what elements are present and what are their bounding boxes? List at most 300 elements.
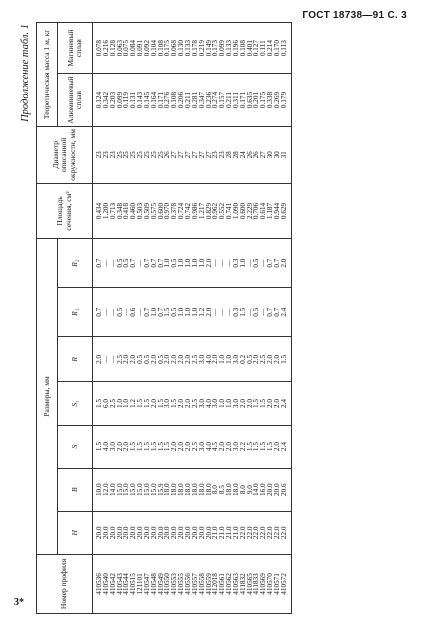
cell-s1: 1.2 [130, 382, 137, 425]
cell-s1: 2.0 [185, 382, 192, 425]
cell-profile: 410543 [117, 554, 124, 613]
cell-r2: — [260, 239, 267, 288]
table-row [178, 23, 185, 614]
cell-b: 15.0 [151, 468, 158, 511]
cell-magnesium: 0.178 [192, 23, 199, 74]
cell-r: 0.5 [137, 337, 144, 382]
cell-magnesium: 0.133 [185, 23, 192, 74]
cell-r1: 1.5 [240, 288, 247, 337]
cell-b: 20.6 [281, 468, 291, 511]
cell-diameter: 23 [103, 126, 110, 183]
cell-r1: 0.5 [253, 288, 260, 337]
cell-profile: 410555 [178, 554, 185, 613]
cell-r1: 1.0 [185, 288, 192, 337]
cell-r: 0.5 [158, 337, 165, 382]
cell-s1: 3.0 [233, 382, 240, 425]
cell-r: 2.0 [151, 337, 158, 382]
cell-aluminum: 0.179 [281, 74, 291, 127]
cell-profile: 410572 [281, 554, 291, 613]
cell-diameter: 27 [199, 126, 206, 183]
cell-h: 21.0 [212, 511, 219, 554]
cell-aluminum: 0.164 [151, 74, 158, 127]
cell-r1: 2.4 [281, 288, 291, 337]
cell-r1: 1.2 [199, 288, 206, 337]
cell-magnesium: 0.149 [206, 23, 213, 74]
cell-magnesium: 0.133 [226, 23, 233, 74]
cell-diameter: 31 [281, 126, 291, 183]
cell-b: 10.0 [93, 468, 103, 511]
cell-b: 15.0 [123, 468, 130, 511]
cell-profile: 410550 [164, 554, 171, 613]
cell-r1: 0.7 [144, 288, 151, 337]
cell-b: 12.0 [103, 468, 110, 511]
cell-r: 2.5 [117, 337, 124, 382]
cell-aluminum: 0.108 [171, 74, 178, 127]
cell-aluminum: 0.124 [93, 74, 103, 127]
cell-aluminum: 0.131 [130, 74, 137, 127]
cell-r2: — [247, 239, 254, 288]
cell-diameter: 27 [171, 126, 178, 183]
table-row [219, 23, 226, 614]
cell-r2: 1.0 [192, 239, 199, 288]
cell-diameter: 30 [274, 126, 281, 183]
cell-area: 0.460 [130, 183, 137, 238]
cell-aluminum: 0.311 [233, 74, 240, 127]
cell-r1: — [103, 288, 110, 337]
cell-s: 4.0 [206, 425, 213, 468]
cell-b: 15.0 [144, 468, 151, 511]
cell-r1: — [260, 288, 267, 337]
cell-s: 1.5 [247, 425, 254, 468]
cell-profile: 410556 [185, 554, 192, 613]
cell-b: 18.0 [206, 468, 213, 511]
cell-h: 22.0 [253, 511, 260, 554]
cell-r: 2.0 [130, 337, 137, 382]
cell-magnesium: 0.075 [123, 23, 130, 74]
cell-r2: 0.5 [253, 239, 260, 288]
table-row [260, 23, 267, 614]
cell-area: 0.575 [151, 183, 158, 238]
cell-area: 0.962 [212, 183, 219, 238]
cell-r1: 0.7 [158, 288, 165, 337]
cell-h: 20.0 [199, 511, 206, 554]
cell-aluminum: 0.276 [164, 74, 171, 127]
cell-r: 2.0 [164, 337, 171, 382]
cell-r: — [103, 337, 110, 382]
cell-b: 18.0 [178, 468, 185, 511]
cell-s: 2.0 [171, 425, 178, 468]
cell-diameter: 23 [219, 126, 226, 183]
cell-area: 0.970 [164, 183, 171, 238]
cell-profile: 410570 [267, 554, 274, 613]
cell-r: 0.5 [247, 337, 254, 382]
cell-r: 1.0 [219, 337, 226, 382]
table-row [137, 23, 144, 614]
cell-b: 20.0 [274, 468, 281, 511]
cell-diameter: 30 [267, 126, 274, 183]
cell-b: 18.0 [171, 468, 178, 511]
col-aluminum-header: Алюминиевый сплав [58, 74, 93, 127]
cell-aluminum: 0.203 [110, 74, 117, 127]
cell-r1: 1.0 [151, 288, 158, 337]
cell-aluminum: 0.157 [219, 74, 226, 127]
cell-s1: 1.0 [226, 382, 233, 425]
cell-area: 0.986 [192, 183, 199, 238]
cell-s: 1.5 [151, 425, 158, 468]
cell-diameter: 23 [110, 126, 117, 183]
table-body [93, 23, 292, 614]
cell-r: 2.0 [212, 337, 219, 382]
cell-h: 20.0 [185, 511, 192, 554]
table-row [281, 23, 291, 614]
cell-h: 22.0 [267, 511, 274, 554]
cell-s: 1.5 [267, 425, 274, 468]
cell-r2: 0.5 [117, 239, 124, 288]
cell-r: 2.0 [274, 337, 281, 382]
cell-area: 1.090 [233, 183, 240, 238]
cell-s: 1.5 [144, 425, 151, 468]
cell-s: 2.0 [117, 425, 124, 468]
cell-r1: 0.7 [274, 288, 281, 337]
cell-area: 0.829 [206, 183, 213, 238]
cell-magnesium: 0.092 [144, 23, 151, 74]
cell-area: 0.348 [117, 183, 124, 238]
cell-s: 1.5 [158, 425, 165, 468]
cell-aluminum: 0.206 [178, 74, 185, 127]
cell-r2: 0.7 [93, 239, 103, 288]
cell-s1: 2.0 [151, 382, 158, 425]
cell-aluminum: 0.119 [123, 74, 130, 127]
cell-aluminum: 0.342 [103, 74, 110, 127]
table-row [206, 23, 213, 614]
table-row [151, 23, 158, 614]
cell-r: 2.0 [123, 337, 130, 382]
table-row [110, 23, 117, 614]
cell-diameter: 23 [212, 126, 219, 183]
table-row [93, 23, 103, 614]
table-row [233, 23, 240, 614]
cell-area: 0.706 [253, 183, 260, 238]
cell-magnesium: 0.099 [219, 23, 226, 74]
cell-b: 15.0 [130, 468, 137, 511]
cell-s: 3.0 [110, 425, 117, 468]
cell-s1: 2.5 [192, 382, 199, 425]
col-h-header: H [58, 511, 93, 554]
col-s-header: S [58, 425, 93, 468]
cell-h: 22.0 [281, 511, 291, 554]
cell-h: 20.0 [144, 511, 151, 554]
cell-profile: 410540 [103, 554, 110, 613]
col-mass-group-header: Теоретическая масса 1 м, кг [37, 23, 58, 127]
table-row [212, 23, 219, 614]
cell-r1: — [226, 288, 233, 337]
cell-r2: 1.0 [199, 239, 206, 288]
cell-aluminum: 0.211 [185, 74, 192, 127]
cell-s: 2.5 [192, 425, 199, 468]
cell-aluminum: 0.338 [267, 74, 274, 127]
cell-h: 22.0 [260, 511, 267, 554]
cell-b: 14.0 [253, 468, 260, 511]
cell-aluminum: 0.171 [240, 74, 247, 127]
table-row [267, 23, 274, 614]
table-row [144, 23, 151, 614]
cell-diameter: 27 [178, 126, 185, 183]
cell-profile: 410563 [233, 554, 240, 613]
cell-s: 2.0 [178, 425, 185, 468]
cell-r2: — [137, 239, 144, 288]
cell-area: 0.713 [110, 183, 117, 238]
cell-s: 1.5 [130, 425, 137, 468]
cell-r1: 0.6 [130, 288, 137, 337]
cell-magnesium: 0.068 [171, 23, 178, 74]
cell-s1: 2.0 [240, 382, 247, 425]
cell-s1: 1.5 [260, 382, 267, 425]
cell-area: 0.741 [226, 183, 233, 238]
cell-r: 1.0 [226, 337, 233, 382]
cell-magnesium: 0.113 [281, 23, 291, 74]
cell-r2: 1.0 [164, 239, 171, 288]
table-row [103, 23, 110, 614]
cell-magnesium: 0.170 [274, 23, 281, 74]
cell-area: 0.944 [274, 183, 281, 238]
cell-r2: 1.0 [240, 239, 247, 288]
cell-aluminum: 0.175 [260, 74, 267, 127]
cell-b: 18.0 [199, 468, 206, 511]
cell-s: 2.0 [185, 425, 192, 468]
table-row [240, 23, 247, 614]
col-sizes-group-header: Размеры, мм [37, 239, 58, 555]
cell-r1: — [219, 288, 226, 337]
cell-diameter: 25 [158, 126, 165, 183]
cell-aluminum: 0.145 [144, 74, 151, 127]
cell-s1: 2.0 [178, 382, 185, 425]
cell-h: 21.0 [233, 511, 240, 554]
cell-area: 0.724 [178, 183, 185, 238]
cell-b: 8.0 [212, 468, 219, 511]
cell-aluminum: 0.099 [117, 74, 124, 127]
cell-r: 4.0 [206, 337, 213, 382]
cell-profile: 410547 [144, 554, 151, 613]
cell-h: 22.0 [247, 511, 254, 554]
col-magnesium-header: Магниевый сплав [58, 23, 93, 74]
cell-magnesium: 0.214 [267, 23, 274, 74]
cell-profile: 410558 [199, 554, 206, 613]
cell-area: 0.600 [158, 183, 165, 238]
table-row [171, 23, 178, 614]
cell-profile: 410565 [247, 554, 254, 613]
cell-s1: 1.5 [93, 382, 103, 425]
cell-h: 20.0 [192, 511, 199, 554]
cell-h: 21.0 [219, 511, 226, 554]
cell-profile: 410557 [192, 554, 199, 613]
cell-diameter: 27 [185, 126, 192, 183]
page-mark: 3* [14, 597, 24, 608]
col-profile-header: Номер профиля [37, 554, 93, 613]
cell-h: 20.0 [164, 511, 171, 554]
cell-aluminum: 0.281 [192, 74, 199, 127]
cell-s: 2.0 [226, 425, 233, 468]
continuation-label: Продолжение табл. 1 [20, 24, 31, 122]
cell-aluminum: 0.211 [226, 74, 233, 127]
cell-r1: 0.3 [233, 288, 240, 337]
cell-profile: 411833 [253, 554, 260, 613]
cell-profile: 411832 [240, 554, 247, 613]
cell-diameter: 26 [253, 126, 260, 183]
cell-magnesium: 0.108 [158, 23, 165, 74]
cell-diameter: 26 [247, 126, 254, 183]
cell-area: 0.503 [137, 183, 144, 238]
cell-r: 2.0 [178, 337, 185, 382]
cell-r: 2.0 [185, 337, 192, 382]
cell-s1: 2.5 [110, 382, 117, 425]
cell-h: 22.0 [240, 511, 247, 554]
cell-profile: 410544 [123, 554, 130, 613]
cell-profile: 410548 [151, 554, 158, 613]
cell-magnesium: 0.111 [260, 23, 267, 74]
cell-diameter: 23 [93, 126, 103, 183]
cell-r: 0.2 [240, 337, 247, 382]
cell-h: 20.0 [123, 511, 130, 554]
cell-s: 2.2 [240, 425, 247, 468]
cell-profile: 121101 [137, 554, 144, 613]
cell-magnesium: 0.127 [253, 23, 260, 74]
cell-area: 0.629 [281, 183, 291, 238]
cell-area: 0.742 [185, 183, 192, 238]
cell-s1: 1.5 [171, 382, 178, 425]
cell-r: — [110, 337, 117, 382]
cell-r2: — [212, 239, 219, 288]
cell-r2: 0.5 [123, 239, 130, 288]
cell-s1: 1.0 [219, 382, 226, 425]
cell-r2: 0.7 [274, 239, 281, 288]
cell-diameter: 25 [137, 126, 144, 183]
cell-b: 16.0 [260, 468, 267, 511]
cell-r2: 0.7 [158, 239, 165, 288]
cell-s: 1.5 [93, 425, 103, 468]
cell-s: 1.5 [260, 425, 267, 468]
table-row [253, 23, 260, 614]
cell-r1: 1.5 [164, 288, 171, 337]
cell-b: 18.0 [192, 468, 199, 511]
cell-s1: 2.0 [267, 382, 274, 425]
cell-r: 2.0 [267, 337, 274, 382]
cell-s: 3.0 [233, 425, 240, 468]
cell-b: 15.9 [158, 468, 165, 511]
cell-profile: 410536 [93, 554, 103, 613]
cell-h: 20.0 [130, 511, 137, 554]
cell-diameter: 24 [240, 126, 247, 183]
table-row [117, 23, 124, 614]
cell-profile: 412018 [212, 554, 219, 613]
cell-s1: 1.0 [123, 382, 130, 425]
cell-s1: 2.4 [281, 382, 291, 425]
cell-r1: 0.7 [93, 288, 103, 337]
col-s1-header: S₁ [58, 382, 93, 425]
cell-profile: 410553 [171, 554, 178, 613]
cell-b: 18.0 [233, 468, 240, 511]
cell-b: 20.0 [267, 468, 274, 511]
cell-s1: 3.0 [199, 382, 206, 425]
cell-diameter: 27 [206, 126, 213, 183]
cell-profile: 410549 [158, 554, 165, 613]
cell-b: 9.0 [247, 468, 254, 511]
cell-profile: 410559 [206, 554, 213, 613]
page-header: ГОСТ 18738—91 С. 3 [302, 10, 407, 21]
col-area-header: Площадь сечения, см² [37, 183, 93, 238]
cell-area: 1.187 [267, 183, 274, 238]
cell-magnesium: 0.078 [93, 23, 103, 74]
cell-s1: 1.5 [137, 382, 144, 425]
cell-r1: — [110, 288, 117, 337]
cell-profile: 410542 [110, 554, 117, 613]
cell-magnesium: 0.175 [164, 23, 171, 74]
cell-magnesium: 0.091 [137, 23, 144, 74]
cell-h: 22.0 [274, 511, 281, 554]
cell-r: 3.0 [233, 337, 240, 382]
profile-table [36, 22, 292, 614]
cell-s1: 1.5 [158, 382, 165, 425]
cell-profile: 410562 [226, 554, 233, 613]
cell-s1: 3.0 [164, 382, 171, 425]
cell-magnesium: 0.063 [117, 23, 124, 74]
cell-r: 1.5 [281, 337, 291, 382]
cell-s: 4.5 [212, 425, 219, 468]
rotated-table-block [20, 22, 410, 614]
cell-area: 0.600 [240, 183, 247, 238]
table-row [164, 23, 171, 614]
cell-r2: 2.0 [206, 239, 213, 288]
cell-diameter: 25 [151, 126, 158, 183]
cell-s1: 3.0 [212, 382, 219, 425]
cell-diameter: 25 [123, 126, 130, 183]
cell-r2: 0.7 [267, 239, 274, 288]
cell-r: 2.0 [171, 337, 178, 382]
cell-r: 0.5 [144, 337, 151, 382]
cell-diameter: 28 [226, 126, 233, 183]
cell-magnesium: 0.130 [178, 23, 185, 74]
cell-s: 2.0 [274, 425, 281, 468]
cell-r2: 2.0 [281, 239, 291, 288]
cell-s1: 1.5 [253, 382, 260, 425]
cell-h: 20.0 [117, 511, 124, 554]
cell-b: 8.5 [219, 468, 226, 511]
cell-r2: — [219, 239, 226, 288]
table-row [185, 23, 192, 614]
cell-r1: 0.5 [171, 288, 178, 337]
cell-s1: 2.0 [274, 382, 281, 425]
cell-r1: 0.5 [117, 288, 124, 337]
cell-h: 20.0 [110, 511, 117, 554]
cell-aluminum: 0.347 [199, 74, 206, 127]
cell-r1: 0.7 [267, 288, 274, 337]
cell-r1: — [212, 288, 219, 337]
cell-r1: 1.0 [192, 288, 199, 337]
cell-s1: 6.0 [103, 382, 110, 425]
cell-area: 0.614 [260, 183, 267, 238]
cell-r: 2.0 [93, 337, 103, 382]
cell-r: 2.5 [260, 337, 267, 382]
cell-area: 0.418 [123, 183, 130, 238]
cell-r1: — [123, 288, 130, 337]
cell-aluminum: 0.171 [158, 74, 165, 127]
cell-area: 0.434 [93, 183, 103, 238]
cell-aluminum: 0.201 [253, 74, 260, 127]
cell-r1: 1.0 [178, 288, 185, 337]
cell-diameter: 25 [144, 126, 151, 183]
cell-r: 2.0 [253, 337, 260, 382]
cell-s: 2.4 [281, 425, 291, 468]
cell-s: 2.0 [219, 425, 226, 468]
